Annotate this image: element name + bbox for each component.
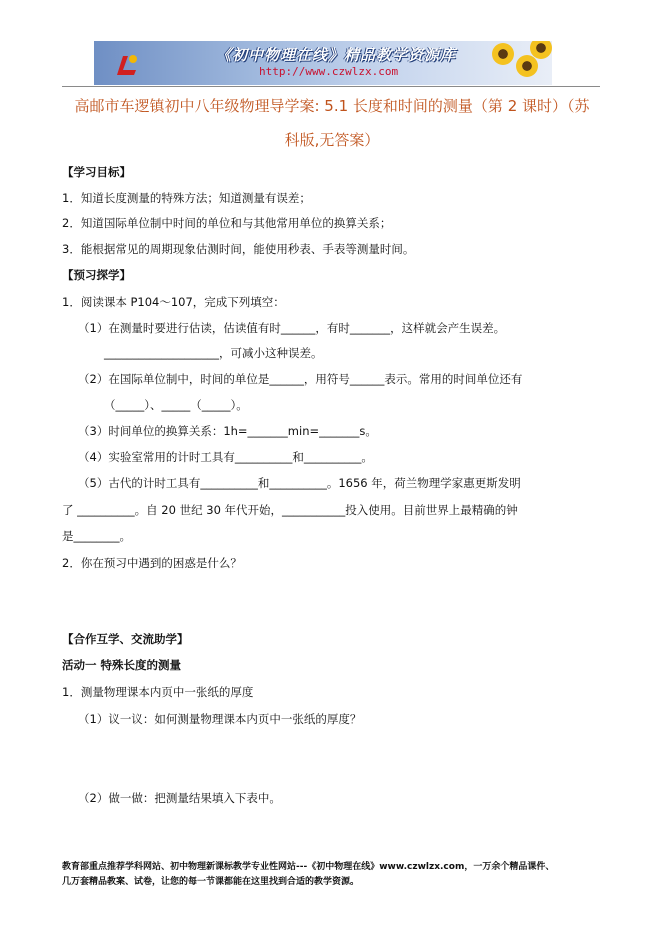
preview-item: （4）实验室常用的计时工具有__________和__________。 — [78, 450, 373, 464]
preview-item: （3）时间单位的换算关系：1h=_______min=_______s。 — [78, 424, 377, 438]
header-divider — [62, 86, 600, 87]
activity-subitem: （1）议一议：如何测量物理课本内页中一张纸的厚度？ — [78, 712, 362, 726]
sunflower-icon — [516, 55, 538, 77]
sunflower-icon — [492, 43, 514, 65]
goal-item: 3．能根据常见的周期现象估测时间，能使用秒表、手表等测量时间。 — [62, 242, 415, 256]
preview-item: （5）古代的计时工具有__________和__________。1656 年，荷兰物理学家惠更斯发明 — [78, 476, 521, 490]
preview-heading: 【预习探学】 — [62, 268, 131, 282]
activity-title: 活动一 特殊长度的测量 — [62, 658, 182, 672]
preview-item: 是________。 — [62, 529, 131, 543]
page-title-line1: 高邮市车逻镇初中八年级物理导学案: 5.1 长度和时间的测量（第 2 课时）（苏 — [74, 97, 590, 115]
cooperation-heading: 【合作互学、交流助学】 — [62, 632, 189, 646]
preview-item: （2）在国际单位制中，时间的单位是______，用符号______表示。常用的时间单位还有 — [78, 372, 523, 386]
footer-line: 教育部重点推荐学科网站、初中物理新课标教学专业性网站---《初中物理在线》www.czwlzx.com，一万余个精品课件、 — [62, 862, 555, 872]
banner-url[interactable]: http://www.czwlzx.com — [259, 65, 399, 78]
footer-line: 几万套精品教案、试卷，让您的每一节课都能在这里找到合适的教学资源。 — [62, 877, 360, 887]
goals-heading: 【学习目标】 — [62, 165, 131, 179]
preview-item: ____________________，可减小这种误差。 — [104, 346, 323, 360]
preview-question: 2．你在预习中遇到的困惑是什么？ — [62, 556, 242, 570]
activity-item: 1．测量物理课本内页中一张纸的厚度 — [62, 685, 254, 699]
banner-slogan: 《初中物理在线》精品教学资源库 — [216, 46, 457, 64]
site-logo-icon — [114, 51, 140, 77]
goal-item: 2．知道国际单位制中时间的单位和与其他常用单位的换算关系； — [62, 216, 392, 230]
page-title-line2: 科版,无答案） — [284, 131, 380, 149]
preview-item: 了 __________。自 20 世纪 30 年代开始，___________投入使用。目前世界上最精确的钟 — [62, 503, 518, 517]
header-banner — [94, 41, 552, 85]
sunflower-icon — [530, 41, 552, 59]
preview-item: （_____）、_____（_____）。 — [104, 398, 248, 412]
preview-item: （1）在测量时要进行估读，估读值有时______，有时_______，这样就会产生误差。 — [78, 321, 506, 335]
goal-item: 1．知道长度测量的特殊方法；知道测量有误差； — [62, 191, 311, 205]
preview-intro: 1．阅读课本 P104～107，完成下列填空： — [62, 295, 285, 309]
activity-subitem: （2）做一做：把测量结果填入下表中。 — [78, 791, 281, 805]
